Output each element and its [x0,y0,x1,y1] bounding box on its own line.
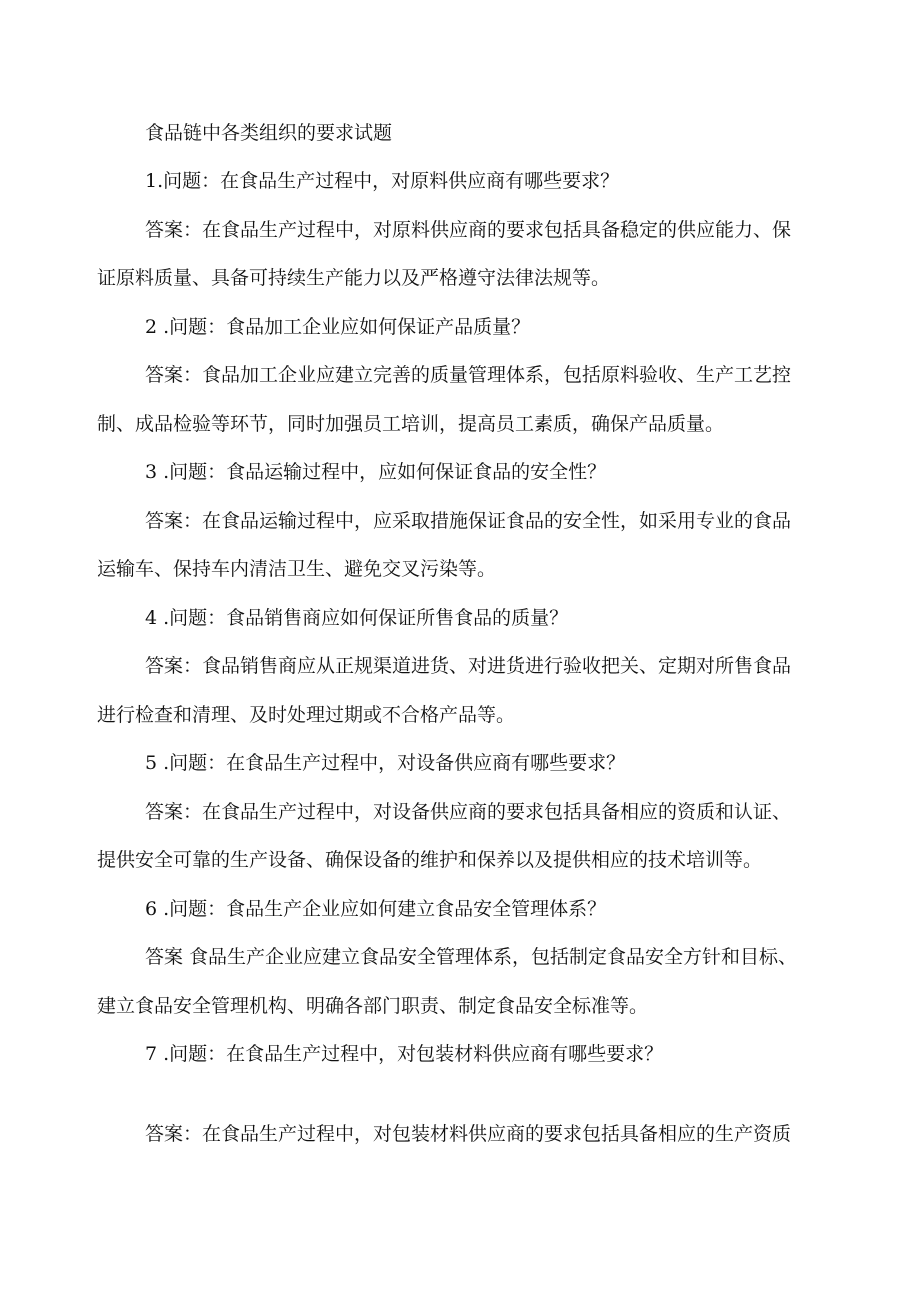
answer-6-line-1: 答案 食品生产企业应建立食品安全管理体系，包括制定食品安全方针和目标、 [145,946,798,968]
document-title: 食品链中各类组织的要求试题 [145,122,393,144]
question-7: 7 .问题：在食品生产过程中，对包装材料供应商有哪些要求？ [145,1043,664,1065]
question-5: 5 .问题：在食品生产过程中，对设备供应商有哪些要求？ [145,752,626,774]
answer-2-line-2: 制、成品检验等环节，同时加强员工培训，提高员工素质，确保产品质量。 [97,413,725,435]
answer-5-line-1: 答案：在食品生产过程中，对设备供应商的要求包括具备相应的资质和认证、 [145,801,792,823]
answer-1-line-1: 答案：在食品生产过程中，对原料供应商的要求包括具备稳定的供应能力、保 [145,219,792,241]
answer-1-line-2: 证原料质量、具备可持续生产能力以及严格遵守法律法规等。 [97,267,611,289]
answer-6-line-2: 建立食品安全管理机构、明确各部门职责、制定食品安全标准等。 [97,995,649,1017]
answer-3-line-1: 答案：在食品运输过程中，应采取措施保证食品的安全性，如采用专业的食品 [145,510,792,532]
answer-2-line-1: 答案：食品加工企业应建立完善的质量管理体系，包括原料验收、生产工艺控 [145,364,792,386]
question-6: 6 .问题：食品生产企业应如何建立食品安全管理体系？ [145,898,607,920]
question-2: 2 .问题：食品加工企业应如何保证产品质量？ [145,316,531,338]
answer-3-line-2: 运输车、保持车内清洁卫生、避免交叉污染等。 [97,558,497,580]
question-4: 4 .问题：食品销售商应如何保证所售食品的质量？ [145,607,569,629]
answer-4-line-2: 进行检查和清理、及时处理过期或不合格产品等。 [97,704,516,726]
answer-7-line-1: 答案：在食品生产过程中，对包装材料供应商的要求包括具备相应的生产资质 [145,1123,792,1145]
question-1: 1.问题：在食品生产过程中，对原料供应商有哪些要求？ [145,170,620,192]
answer-5-line-2: 提供安全可靠的生产设备、确保设备的维护和保养以及提供相应的技术培训等。 [97,849,763,871]
question-3: 3 .问题：食品运输过程中，应如何保证食品的安全性？ [145,461,607,483]
answer-4-line-1: 答案：食品销售商应从正规渠道进货、对进货进行验收把关、定期对所售食品 [145,655,792,677]
